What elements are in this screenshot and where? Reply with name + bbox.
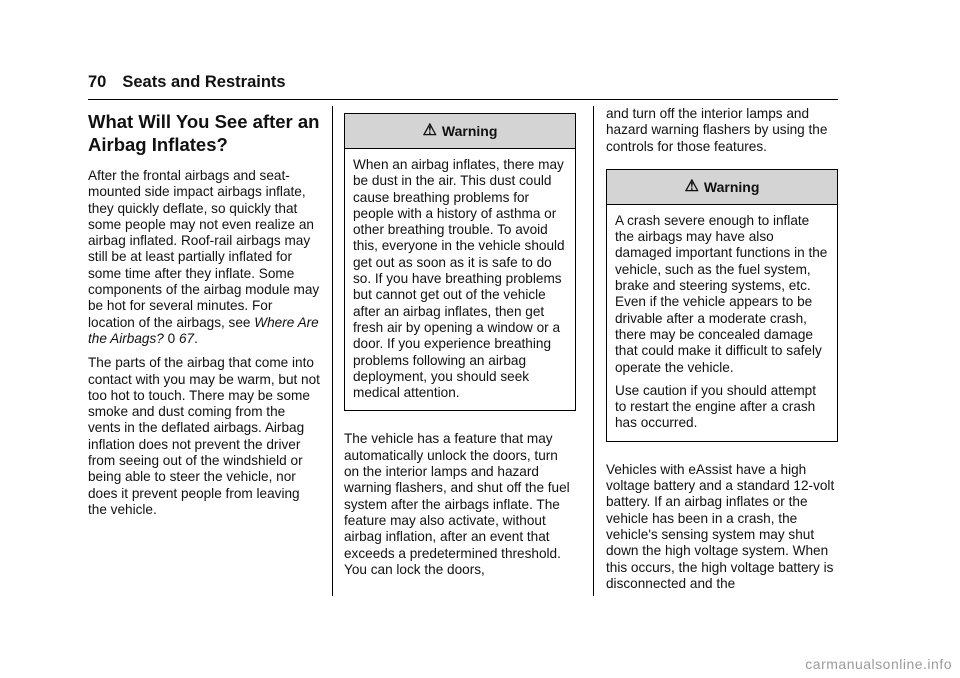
warning-header <box>607 170 837 205</box>
warning-title: Warning <box>441 122 498 139</box>
section-title: Seats and Restraints <box>122 73 286 91</box>
warning-text-1: A crash severe enough to inflate the airbags may have also damaged important functions in the vehicle, such as the fuel system, brake and steering systems, etc. Even if the vehicle appears to be drivable after a moderate crash, there may be concealed damage that could make it difficult to safely operate the vehicle. <box>615 212 828 375</box>
paragraph-continued: and turn off the interior lamps and hazard warning flashers by using the controls for those features. <box>606 106 828 154</box>
warning-body <box>345 149 575 410</box>
column-2 <box>344 106 576 586</box>
warning-box-dust <box>344 113 576 411</box>
paragraph-airbag-deflation <box>88 168 320 347</box>
warning-triangle-icon: ⚠ <box>684 177 699 195</box>
warning-text-2: Use caution if you should attempt to restart the engine after a crash has occurred. <box>615 382 816 431</box>
page-reference-icon: 0 <box>167 330 176 346</box>
column-3 <box>606 106 838 600</box>
page-header <box>88 72 838 92</box>
column-1 <box>88 106 320 526</box>
warning-body <box>607 205 837 441</box>
paragraph-auto-unlock: The vehicle has a feature that may automatically unlock the doors, turn on the interior lamps and hazard warning flashers, and shut off the fuel system after the airbags inflate. The feature may also activate, without airbag inflation, after an event that exceeds a predetermined threshold. You can lock the doors, <box>344 431 570 577</box>
warning-box-crash <box>606 169 838 442</box>
section-heading: What Will You See after an Airbag Inflates? <box>88 111 320 155</box>
header-divider <box>88 99 838 100</box>
paragraph-end: . <box>194 330 198 346</box>
paragraph-eassist: Vehicles with eAssist have a high voltage battery and a standard 12-volt battery. If an airbag inflates or the vehicle has been in a crash, the vehicle's sensing system may shut down the high voltage system. When this occurs, the high voltage battery is disconnected and the <box>606 461 835 591</box>
warning-header <box>345 114 575 149</box>
page-reference-number[interactable]: 67 <box>178 330 195 346</box>
page-number: 70 <box>88 73 107 91</box>
column-divider-1 <box>332 106 333 596</box>
paragraph-airbag-contact: The parts of the airbag that come into contact with you may be warm, but not too hot to touch. There may be some smoke and dust coming from the vents in the deflated airbags. Airbag inflation does not prevent the driver from seeing out of the windshield or being able to steer the vehicle, nor does it prevent people from leaving the vehicle. <box>88 355 320 517</box>
paragraph-text: After the frontal airbags and seat-mounted side impact airbags inflate, they quickly deflate, so quickly that some people may not even realize an airbag inflated. Roof-rail airbags may still be at least partially inflated for some time after they inflate. Some components of the airbag module may be hot for several minutes. For location of the airbags, see <box>88 168 320 330</box>
warning-text: When an airbag inflates, there may be dust in the air. This dust could cause breathing problems for people with a history of asthma or other breathing trouble. To avoid this, everyone in the vehicle should get out as soon as it is safe to do so. If you have breathing problems but cannot get out of the vehicle after an airbag inflates, then get fresh air by opening a window or a door. If you experience breathing problems following an airbag deployment, you should seek medical attention. <box>353 157 565 401</box>
watermark: carmanualsonline.info <box>805 656 952 672</box>
column-divider-2 <box>593 106 594 596</box>
cross-reference-link[interactable]: Where Are the Airbags? <box>88 314 319 346</box>
warning-title: Warning <box>703 178 760 195</box>
warning-triangle-icon: ⚠ <box>422 122 437 139</box>
